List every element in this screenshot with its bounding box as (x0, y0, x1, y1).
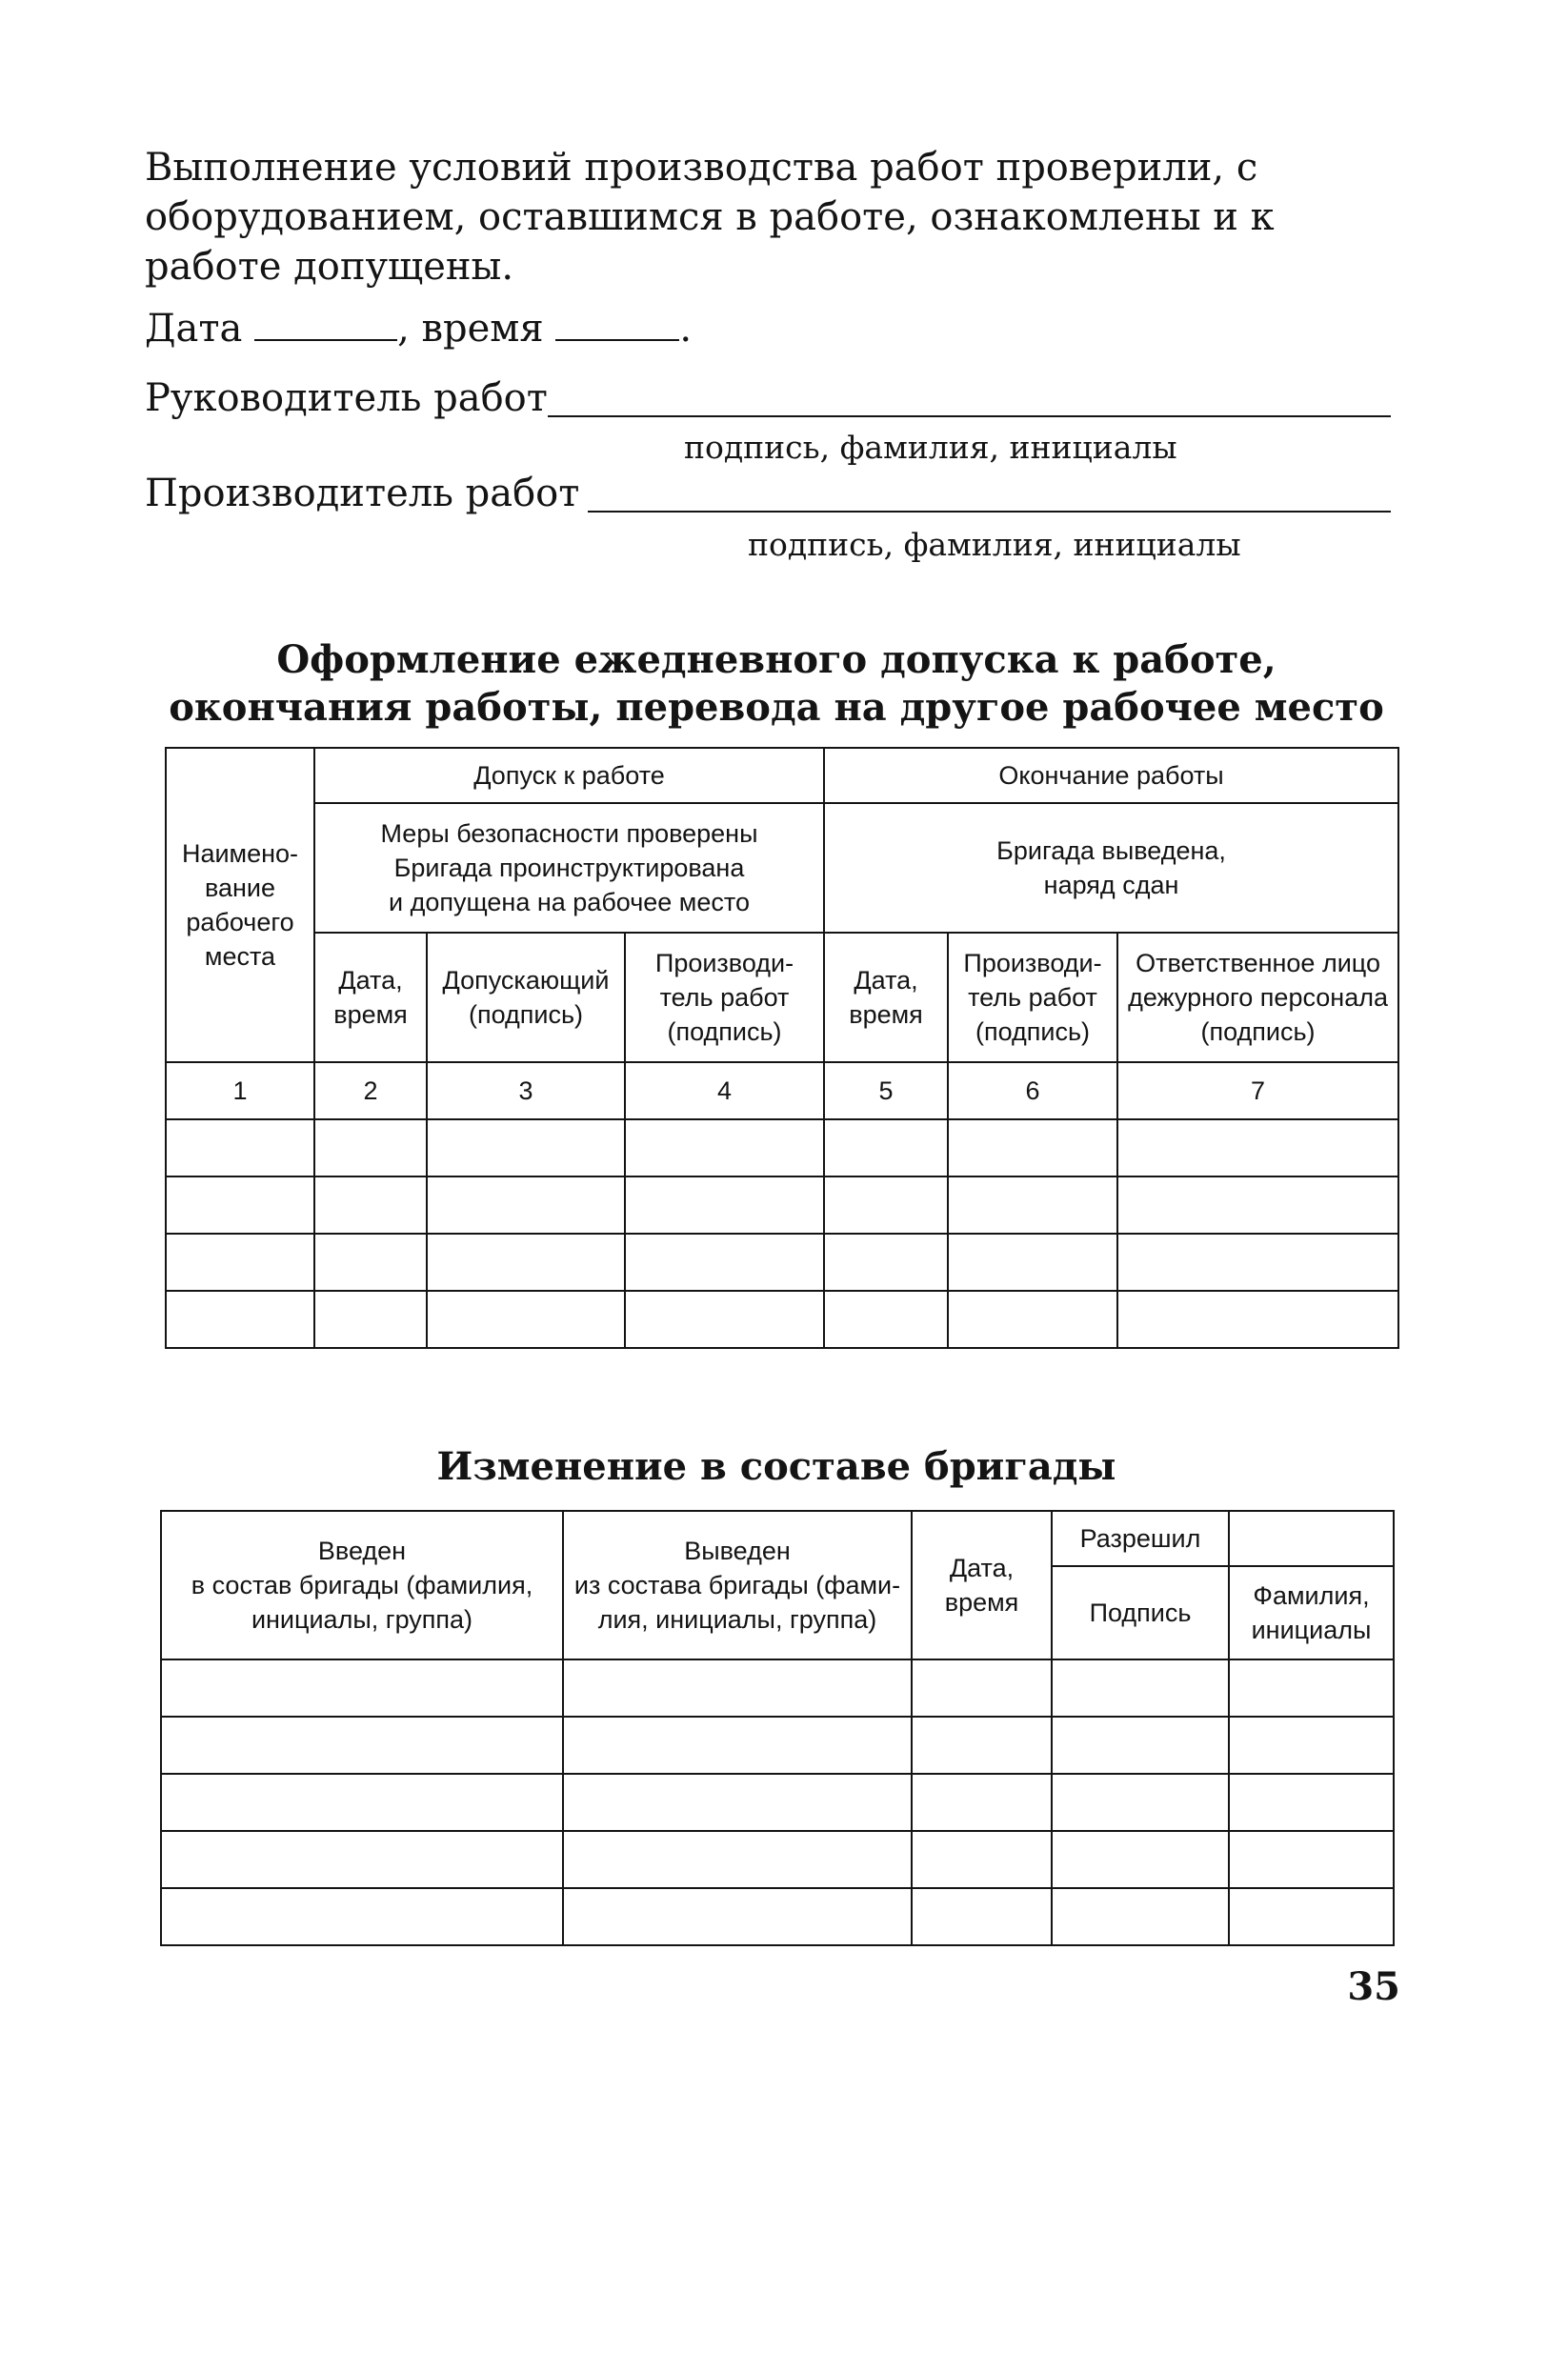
empty-cell (166, 1234, 314, 1291)
empty-cell (1229, 1831, 1394, 1888)
empty-cell (563, 1717, 912, 1774)
header-admission-group: Допуск к работе (314, 748, 824, 803)
date-line-period: . (679, 307, 693, 351)
table2-header-row-1 (161, 1511, 1394, 1566)
empty-cell (1117, 1176, 1398, 1234)
header-duty-person: Ответственное лицо дежурного персонала (подпись) (1117, 933, 1398, 1062)
empty-cell (625, 1176, 824, 1234)
header-removed-from-brigade: Выведен из состава бригады (фами- лия, инициалы, группа) (563, 1511, 912, 1659)
empty-cell (625, 1119, 824, 1176)
table1-title-line-2: окончания работы, перевода на другое рабочее место (169, 685, 1384, 730)
supervisor-signature-caption: подпись, фамилия, инициалы (684, 429, 1177, 466)
empty-cell (161, 1888, 563, 1945)
header-permitted: Разрешил (1052, 1511, 1229, 1566)
empty-cell (948, 1291, 1117, 1348)
table1-title (152, 636, 1400, 732)
date-blank (254, 305, 397, 341)
header-brigade-withdrawn: Бригада выведена, наряд сдан (824, 803, 1398, 933)
empty-cell (166, 1119, 314, 1176)
empty-cell (427, 1176, 625, 1234)
empty-cell (1052, 1888, 1229, 1945)
empty-cell (824, 1176, 948, 1234)
date-comma: , (397, 307, 410, 351)
empty-cell (1117, 1119, 1398, 1176)
empty-cell (912, 1659, 1052, 1717)
empty-cell (1229, 1717, 1394, 1774)
column-number: 3 (427, 1062, 625, 1119)
empty-cell (824, 1291, 948, 1348)
empty-cell (563, 1831, 912, 1888)
table-row (161, 1888, 1394, 1945)
header-end-date-time: Дата, время (824, 933, 948, 1062)
empty-cell (563, 1888, 912, 1945)
empty-cell (161, 1831, 563, 1888)
table-row (166, 1234, 1398, 1291)
column-number: 5 (824, 1062, 948, 1119)
table1-number-row (166, 1062, 1398, 1119)
table-row (161, 1659, 1394, 1717)
intro-paragraph: Выполнение условий производства работ проверили, с оборудованием, оставшимся в работе, ознакомлены и к работе допущены. (145, 146, 1275, 289)
empty-cell (1229, 1659, 1394, 1717)
empty-cell (1229, 1888, 1394, 1945)
header-admission-date-time: Дата, время (314, 933, 427, 1062)
table-row (166, 1291, 1398, 1348)
column-number: 6 (948, 1062, 1117, 1119)
performer-label: Производитель работ (145, 472, 580, 515)
empty-cell (824, 1119, 948, 1176)
table1-header-row-2 (166, 803, 1398, 933)
empty-cell (314, 1119, 427, 1176)
empty-cell (912, 1717, 1052, 1774)
column-number: 2 (314, 1062, 427, 1119)
brigade-change-table (160, 1510, 1395, 1946)
empty-cell (1052, 1659, 1229, 1717)
header-date-time: Дата, время (912, 1511, 1052, 1659)
empty-cell (161, 1717, 563, 1774)
table-row (161, 1831, 1394, 1888)
time-blank (555, 305, 679, 341)
supervisor-signature-line (548, 415, 1391, 417)
empty-cell (625, 1291, 824, 1348)
date-label: Дата (145, 307, 243, 351)
header-workplace-name: Наимено- вание рабочего места (166, 748, 314, 1062)
header-end-group: Окончание работы (824, 748, 1398, 803)
supervisor-label: Руководитель работ (145, 376, 548, 420)
table2-title: Изменение в составе бригады (436, 1444, 1116, 1489)
column-number: 4 (625, 1062, 824, 1119)
empty-cell (314, 1176, 427, 1234)
header-admission-performer: Производи- тель работ (подпись) (625, 933, 824, 1062)
empty-cell (563, 1659, 912, 1717)
header-end-performer: Производи- тель работ (подпись) (948, 933, 1117, 1062)
empty-cell (948, 1119, 1117, 1176)
empty-cell (166, 1291, 314, 1348)
performer-signature-caption: подпись, фамилия, инициалы (748, 526, 1241, 563)
empty-cell (1052, 1774, 1229, 1831)
empty-cell (314, 1291, 427, 1348)
table1-title-line-1: Оформление ежедневного допуска к работе, (276, 637, 1277, 682)
empty-cell (625, 1234, 824, 1291)
empty-cell (427, 1291, 625, 1348)
header-name-initials: Фамилия, инициалы (1229, 1566, 1394, 1659)
empty-cell (912, 1831, 1052, 1888)
empty-cell (314, 1234, 427, 1291)
table1-header-row-3 (166, 933, 1398, 1062)
column-number: 7 (1117, 1062, 1398, 1119)
empty-cell (824, 1234, 948, 1291)
header-added-to-brigade: Введен в состав бригады (фамилия, инициалы, группа) (161, 1511, 563, 1659)
column-number: 1 (166, 1062, 314, 1119)
empty-cell (1117, 1234, 1398, 1291)
header-permitted-blank (1229, 1511, 1394, 1566)
page-number: 35 (1347, 1964, 1400, 2009)
empty-cell (161, 1659, 563, 1717)
table-row (166, 1119, 1398, 1176)
empty-cell (563, 1774, 912, 1831)
empty-cell (912, 1888, 1052, 1945)
table-row (161, 1774, 1394, 1831)
table2-empty-rows (161, 1659, 1394, 1945)
table1-empty-rows (166, 1119, 1398, 1348)
empty-cell (427, 1119, 625, 1176)
empty-cell (1052, 1717, 1229, 1774)
table-row (166, 1176, 1398, 1234)
time-label: время (421, 307, 544, 351)
empty-cell (427, 1234, 625, 1291)
header-signature: Подпись (1052, 1566, 1229, 1659)
table-row (161, 1717, 1394, 1774)
header-admission-measures: Меры безопасности проверены Бригада проинструктирована и допущена на рабочее место (314, 803, 824, 933)
date-time-line (145, 305, 692, 352)
table1-header-row-1 (166, 748, 1398, 803)
empty-cell (948, 1176, 1117, 1234)
empty-cell (161, 1774, 563, 1831)
empty-cell (1229, 1774, 1394, 1831)
performer-signature-line (588, 511, 1391, 513)
empty-cell (948, 1234, 1117, 1291)
header-admitting-person: Допускающий (подпись) (427, 933, 625, 1062)
empty-cell (166, 1176, 314, 1234)
daily-admission-table (165, 747, 1399, 1349)
empty-cell (912, 1774, 1052, 1831)
empty-cell (1117, 1291, 1398, 1348)
empty-cell (1052, 1831, 1229, 1888)
